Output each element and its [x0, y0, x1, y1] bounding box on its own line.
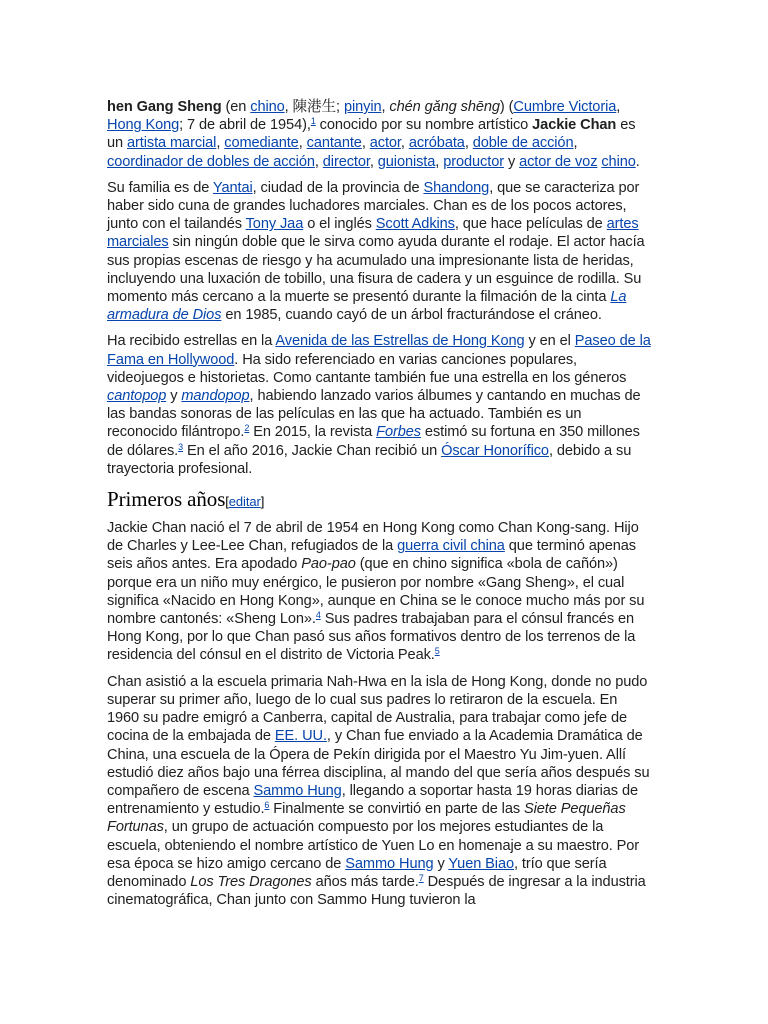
wiki-link[interactable]: comediante	[224, 135, 299, 152]
section-title: Primeros años	[107, 487, 226, 512]
wiki-link[interactable]: director	[322, 153, 370, 170]
article-body	[107, 98, 652, 917]
text-run: Sus padres trabajaban para el cónsul francés en Hong Kong, por lo que Chan pasó sus años formativos dentro de los terrenos de la residencia del cónsul en el distrito de Victoria Peak.	[107, 611, 636, 664]
bold-text: Jackie Chan	[532, 117, 617, 134]
wiki-link[interactable]: Yantai	[212, 179, 253, 196]
italic-text: chén gǎng shēng	[389, 99, 500, 115]
text-run: años más tarde.	[311, 873, 419, 890]
wiki-link[interactable]: actor de voz	[519, 153, 598, 170]
text-run: ,	[400, 135, 409, 152]
text-run: y	[433, 855, 449, 872]
text-run: Jackie Chan nació el 7 de abril de 1954 en Hong Kong como Chan Kong-sang. Hijo de Charles y Lee-Lee Chan, refugiados de la	[107, 520, 639, 555]
edit-section-link[interactable]: editar	[228, 494, 261, 510]
wiki-link[interactable]: doble de acción	[472, 135, 574, 152]
wiki-link[interactable]: Tony Jaa	[245, 216, 304, 233]
reference-link[interactable]: 2	[244, 423, 250, 434]
text-run: (que en chino significa «bola de cañón») porque era un niño muy enérgico, le pusieron por nombre «Gang Sheng», el cual significa «Nacido en Hong Kong», aunque en China se le conoce mucho más por su nombre cantonés: «Sheng Lon».	[107, 556, 645, 628]
text-run: , y Chan fue enviado a la Academia Dramática de China, una escuela de la Ópera de Pekín dirigida por el Maestro Yu Jim-yuen. Allí estudió diez años bajo una férrea disciplina, al mando del que sería años después su compañero de escena	[107, 728, 650, 799]
wiki-link[interactable]: productor	[443, 153, 504, 170]
wiki-link[interactable]: Yuen Biao	[448, 855, 514, 872]
text-run: Después de ingresar a la industria cinematográfica, Chan junto con Sammo Hung tuvieron la	[107, 873, 646, 909]
wiki-link[interactable]: Shandong	[423, 179, 490, 196]
text-run: y	[166, 388, 182, 405]
text-run: , que se caracteriza por haber sido cuna de grandes luchadores marciales. Chan es de los pocos actores, junto con el tailandés	[107, 179, 640, 233]
text-run: Ha recibido estrellas en la	[107, 333, 276, 350]
wiki-link[interactable]: coordinador de dobles de acción	[107, 153, 315, 170]
edit-bracket-open: [	[225, 494, 229, 510]
text-run: .	[635, 153, 640, 170]
wiki-link[interactable]: guerra civil china	[397, 538, 505, 555]
text-run: ,	[464, 135, 473, 152]
wiki-link[interactable]: pinyin	[343, 99, 382, 115]
wiki-link[interactable]: artes marciales	[107, 216, 639, 251]
text-run: ,	[573, 135, 578, 152]
text-run: , trío que sería denominado	[107, 855, 607, 890]
wiki-link[interactable]: Paseo de la Fama en Hollywood	[107, 333, 651, 368]
text-run: En el año 2016, Jackie Chan recibió un	[183, 442, 442, 459]
edit-bracket-close: ]	[260, 494, 265, 510]
intro-paragraph-2	[107, 179, 652, 325]
wiki-link[interactable]: artista marcial	[127, 135, 217, 152]
wiki-link[interactable]: Cumbre Victoria	[513, 99, 617, 115]
text-run: y	[503, 153, 520, 170]
reference-link[interactable]: 5	[434, 646, 440, 657]
text-run: (en	[221, 99, 251, 115]
text-run: , 陳港生;	[284, 99, 344, 115]
text-run: , un grupo de actuación compuesto por los mejores estudiantes de la escuela, obteniendo el nombre artístico de Yuen Lo en homenaje a su maestro. Por esa época se hizo amigo cercano de	[107, 819, 640, 872]
text-run: en 1985, cuando cayó de un árbol fracturándose el cráneo.	[221, 307, 602, 324]
section-heading-primeros-anos	[107, 486, 652, 515]
reference-link[interactable]: 7	[418, 872, 424, 883]
text-run: ,	[616, 99, 621, 115]
intro-paragraph-1	[107, 98, 652, 171]
intro-paragraph-3	[107, 332, 652, 478]
text-run: , ciudad de la provincia de	[252, 179, 424, 196]
text-run: ; 7 de abril de 1954),	[179, 117, 311, 134]
wiki-link[interactable]: actor	[369, 135, 401, 152]
wiki-link[interactable]: guionista	[377, 153, 436, 170]
wiki-link[interactable]: chino	[250, 99, 285, 115]
reference-link[interactable]: 4	[315, 610, 321, 621]
text-run: , llegando a soportar hasta 19 horas diarias de entrenamiento y estudio.	[107, 782, 638, 818]
text-run: o el inglés	[303, 216, 376, 233]
text-run: Chan asistió a la escuela primaria Nah-Hwa en la isla de Hong Kong, donde no pudo superar su primer año, luego de lo cual sus padres lo retiraron de la escuela. En 1960 su padre emigró a Canberra, capital de Australia, para trabajar como jefe de cocina de la embajada de	[107, 673, 648, 745]
text-run: ,	[298, 135, 307, 152]
text-run: , habiendo lanzado varios álbumes y cantando en muchas de las bandas sonoras de las películas en las que ha actuado. También es un reconocido filántropo.	[107, 388, 641, 441]
text-run: En 2015, la revista	[249, 424, 377, 441]
italic-text: Los Tres Dragones	[190, 873, 312, 890]
text-run: conocido por su nombre artístico	[315, 117, 533, 134]
text-run: ,	[314, 153, 323, 170]
wiki-link[interactable]: Óscar Honorífico	[441, 442, 549, 459]
wiki-link[interactable]: cantante	[306, 135, 362, 152]
wiki-link-italic[interactable]: Forbes	[376, 424, 421, 441]
wiki-link[interactable]: Sammo Hung	[253, 782, 342, 799]
text-run: que terminó apenas seis años antes. Era apodado	[107, 538, 636, 573]
text-run: . Ha sido referenciado en varias canciones populares, videojuegos e historietas. Como cantante también fue una estrella en los géneros	[107, 351, 627, 386]
wiki-link[interactable]: Sammo Hung	[345, 855, 434, 872]
reference-link[interactable]: 6	[264, 800, 270, 811]
text-run: , debido a su trayectoria profesional.	[107, 442, 632, 477]
text-run: sin ningún doble que le sirva como ayuda durante el rodaje. El actor hacía sus propias escenas de riesgo y ha acumulado una impresionante lista de heridas, incluyendo una luxación de tobillo, una fisura de cadera y un esguince de rodilla. Su momento más cercano a la muerte se presentó durante la filmación de la cinta	[107, 234, 645, 306]
reference-link[interactable]: 3	[178, 441, 184, 452]
wiki-link[interactable]: chino	[601, 153, 636, 170]
italic-text: Siete Pequeñas Fortunas	[107, 801, 626, 836]
text-run: estimó su fortuna en 350 millones de dólares.	[107, 424, 640, 459]
reference-link[interactable]: 1	[310, 116, 316, 127]
text-run: y en el	[524, 333, 575, 350]
text-run: ,	[369, 153, 378, 170]
wiki-link[interactable]: acróbata	[408, 135, 465, 152]
text-run: ,	[381, 99, 390, 115]
text-run: , que hace películas de	[454, 216, 607, 233]
text-run: ,	[216, 135, 225, 152]
wiki-link-italic[interactable]: cantopop	[107, 388, 167, 405]
wiki-link[interactable]: Scott Adkins	[375, 216, 455, 233]
text-run: Finalmente se convirtió en parte de las	[269, 801, 524, 818]
footnote-ref	[435, 646, 440, 656]
wiki-link[interactable]: Avenida de las Estrellas de Hong Kong	[275, 333, 525, 350]
wiki-link[interactable]: EE. UU.	[274, 728, 327, 745]
early-life-paragraph-1	[107, 519, 652, 665]
text-run: Su familia es de	[107, 179, 213, 196]
text-run: ,	[435, 153, 444, 170]
italic-text: Pao-pao	[301, 556, 356, 573]
early-life-paragraph-2	[107, 673, 652, 910]
text-run: ,	[361, 135, 370, 152]
text-run: es un	[107, 117, 636, 152]
text-run: ) (	[499, 99, 514, 115]
wiki-link-italic[interactable]: La armadura de Dios	[107, 289, 627, 324]
wiki-link[interactable]: Hong Kong	[107, 117, 180, 134]
bold-text: hen Gang Sheng	[107, 99, 222, 115]
wiki-link-italic[interactable]: mandopop	[181, 388, 250, 405]
edit-section-link-wrapper	[225, 494, 264, 509]
